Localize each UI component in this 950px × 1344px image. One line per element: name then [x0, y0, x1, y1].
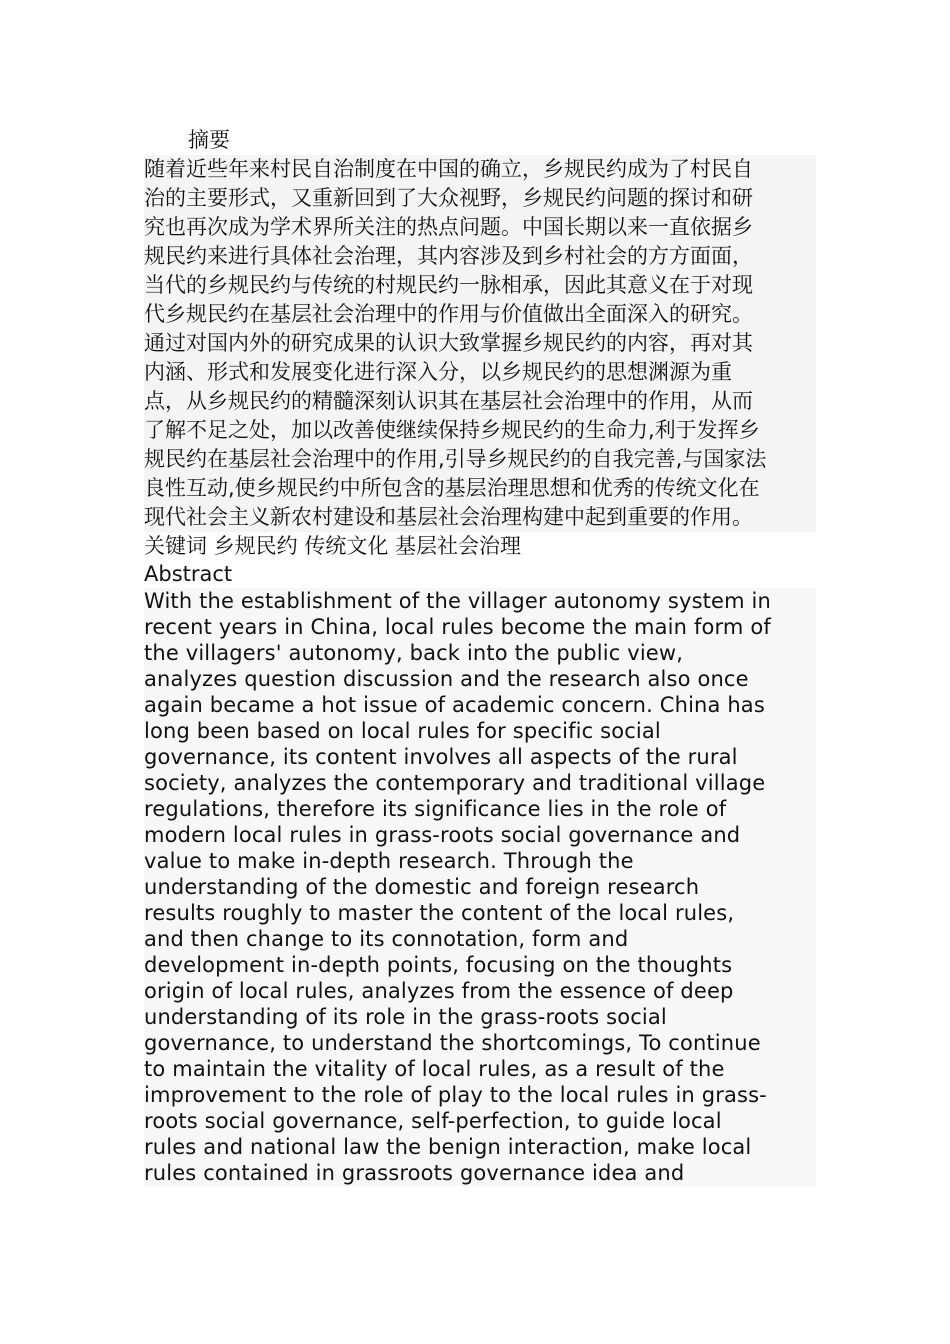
english-abstract-line: value to make in-depth research. Through the — [144, 848, 816, 874]
english-abstract-line: understanding of its role in the grass-roots social — [144, 1004, 816, 1030]
english-abstract-line: rules and national law the benign interaction, make local — [144, 1134, 816, 1160]
english-abstract-line: improvement to the role of play to the local rules in grass- — [144, 1082, 816, 1108]
english-abstract-line: development in-depth points, focusing on the thoughts — [144, 952, 816, 978]
chinese-abstract-line: 内涵、形式和发展变化进行深入分，以乡规民约的思想渊源为重 — [144, 358, 816, 387]
chinese-keywords: 关键词 乡规民约 传统文化 基层社会治理 — [144, 534, 522, 558]
english-abstract-line: origin of local rules, analyzes from the essence of deep — [144, 978, 816, 1004]
english-abstract-line: long been based on local rules for specific social — [144, 718, 816, 744]
chinese-abstract-line: 现代社会主义新农村建设和基层社会治理构建中起到重要的作用。 — [144, 503, 816, 532]
english-abstract-line: to maintain the vitality of local rules, as a result of the — [144, 1056, 816, 1082]
english-abstract-line: results roughly to master the content of the local rules, — [144, 900, 816, 926]
english-abstract-line: analyzes question discussion and the research also once — [144, 666, 816, 692]
english-abstract-line: regulations, therefore its significance lies in the role of — [144, 796, 816, 822]
english-abstract-line: recent years in China, local rules become the main form of — [144, 614, 816, 640]
chinese-abstract-line: 规民约在基层社会治理中的作用,引导乡规民约的自我完善,与国家法 — [144, 445, 816, 474]
english-abstract-body — [144, 588, 816, 1186]
english-abstract-line: roots social governance, self-perfection, to guide local — [144, 1108, 816, 1134]
english-abstract-line: With the establishment of the villager autonomy system in — [144, 588, 816, 614]
english-abstract-line: modern local rules in grass-roots social governance and — [144, 822, 816, 848]
chinese-abstract-line: 代乡规民约在基层社会治理中的作用与价值做出全面深入的研究。 — [144, 300, 816, 329]
english-abstract-line: again became a hot issue of academic concern. China has — [144, 692, 816, 718]
chinese-abstract-line: 当代的乡规民约与传统的村规民约一脉相承，因此其意义在于对现 — [144, 271, 816, 300]
english-abstract-line: rules contained in grassroots governance idea and — [144, 1160, 816, 1186]
chinese-abstract-line: 通过对国内外的研究成果的认识大致掌握乡规民约的内容，再对其 — [144, 329, 816, 358]
chinese-abstract-line: 点，从乡规民约的精髓深刻认识其在基层社会治理中的作用，从而 — [144, 387, 816, 416]
chinese-abstract-line: 良性互动,使乡规民约中所包含的基层治理思想和优秀的传统文化在 — [144, 474, 816, 503]
chinese-abstract-line: 随着近些年来村民自治制度在中国的确立，乡规民约成为了村民自 — [144, 155, 816, 184]
english-abstract-line: and then change to its connotation, form and — [144, 926, 816, 952]
chinese-abstract-line: 治的主要形式，又重新回到了大众视野，乡规民约问题的探讨和研 — [144, 184, 816, 213]
english-abstract-line: governance, to understand the shortcomings, To continue — [144, 1030, 816, 1056]
chinese-abstract-body — [144, 155, 816, 532]
chinese-abstract-line: 究也再次成为学术界所关注的热点问题。中国长期以来一直依据乡 — [144, 213, 816, 242]
english-abstract-line: understanding of the domestic and foreign research — [144, 874, 816, 900]
english-abstract-line: governance, its content involves all aspects of the rural — [144, 744, 816, 770]
chinese-abstract-line: 规民约来进行具体社会治理，其内容涉及到乡村社会的方方面面， — [144, 242, 816, 271]
document-page — [144, 126, 816, 1186]
chinese-abstract-line: 了解不足之处，加以改善使继续保持乡规民约的生命力,利于发挥乡 — [144, 416, 816, 445]
english-abstract-line: the villagers' autonomy, back into the public view, — [144, 640, 816, 666]
english-abstract-heading: Abstract — [144, 562, 233, 586]
chinese-abstract-heading: 摘要 — [188, 128, 230, 152]
english-abstract-line: society, analyzes the contemporary and traditional village — [144, 770, 816, 796]
